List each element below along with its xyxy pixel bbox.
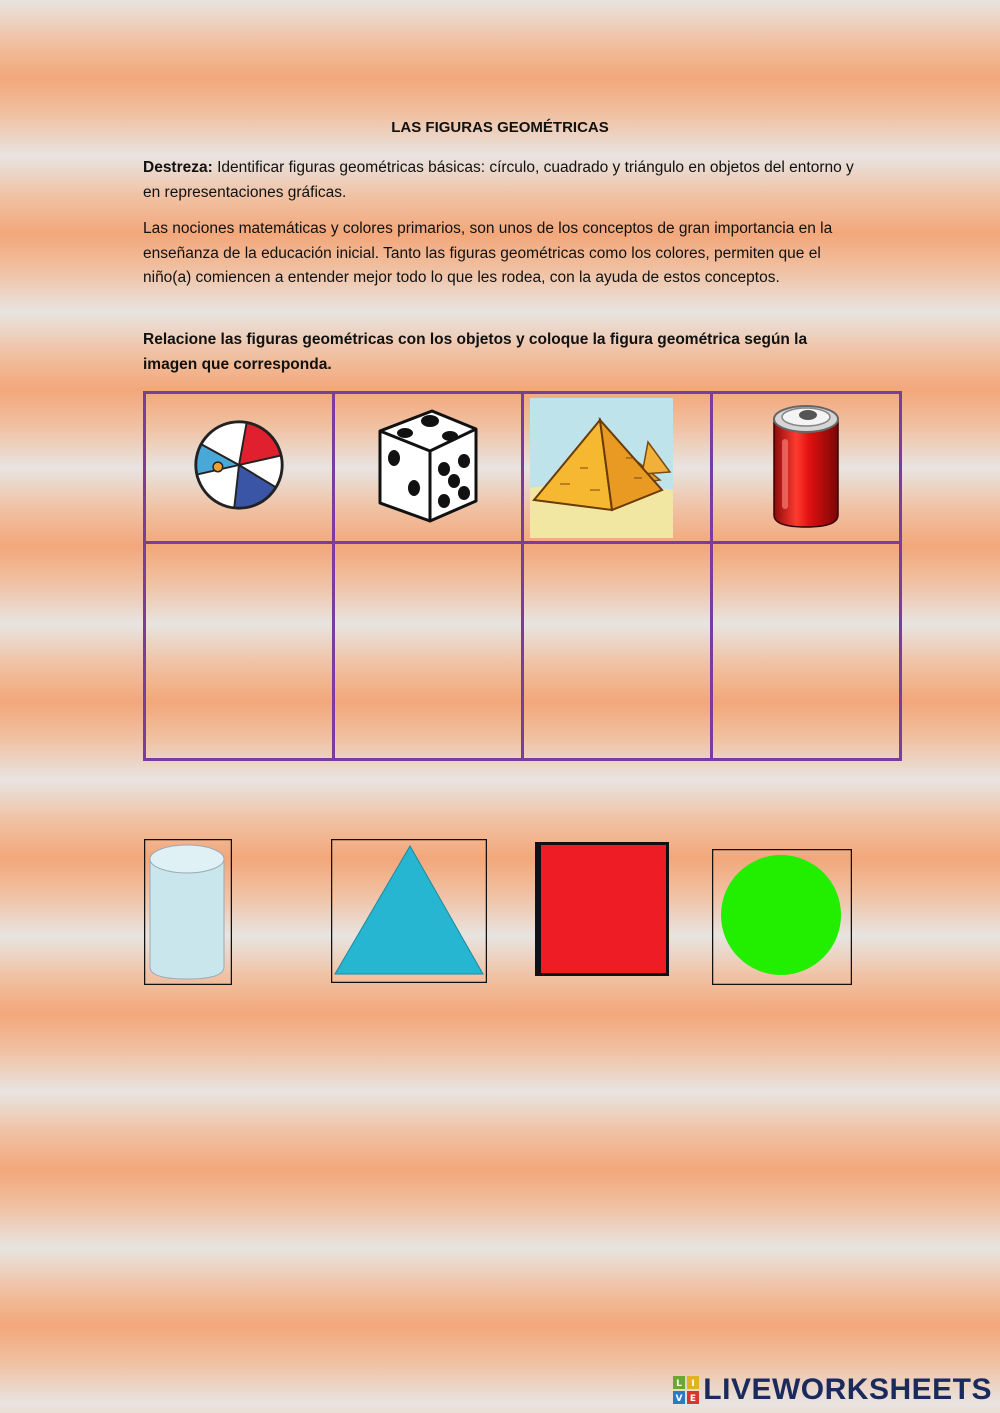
object-cell-ball [145,393,334,543]
svg-text:V: V [675,1394,683,1404]
svg-text:L: L [676,1379,683,1389]
instruction-paragraph: Relacione las figuras geométricas con los objetos y coloque la figura geométrica según la imagen que corresponda. [143,331,808,373]
dice-image [372,403,484,527]
page-title: LAS FIGURAS GEOMÉTRICAS [391,119,609,136]
liveworksheets-logo [673,1373,992,1407]
triangle-shape[interactable] [331,839,487,983]
svg-text:E: E [690,1394,697,1404]
liveworksheets-brand-name: LIVEWORKSHEETS [703,1373,992,1406]
skill-label: Destreza: [143,159,213,176]
svg-text:I: I [691,1379,695,1389]
beach-ball-image [191,417,287,513]
square-shape[interactable] [535,842,669,976]
answer-cell-3[interactable] [523,543,712,760]
liveworksheets-logo-icon [673,1376,699,1404]
intro-paragraph: Las nociones matemáticas y colores primarios, son unos de los conceptos de gran importancia en la enseñanza de la educación inicial. Tanto las figuras geométricas como los colores, permiten que el niño(a) comiencen a entender mejor todo lo que les rodea, con la ayuda de estos conceptos. [143,220,833,286]
object-cell-pyramids [523,393,712,543]
answer-cell-4[interactable] [712,543,901,760]
soda-can-image [768,399,844,531]
pyramids-image [530,398,673,538]
cylinder-shape[interactable] [144,839,232,985]
object-cell-can [712,393,901,543]
skill-paragraph [143,156,858,205]
skill-text: Identificar figuras geométricas básicas: círculo, cuadrado y triángulo en objetos del entorno y en representaciones gráficas. [143,159,854,201]
matching-grid [143,391,902,761]
answer-cell-1[interactable] [145,543,334,760]
circle-shape[interactable] [712,849,852,985]
answer-cell-2[interactable] [334,543,523,760]
object-cell-dice [334,393,523,543]
